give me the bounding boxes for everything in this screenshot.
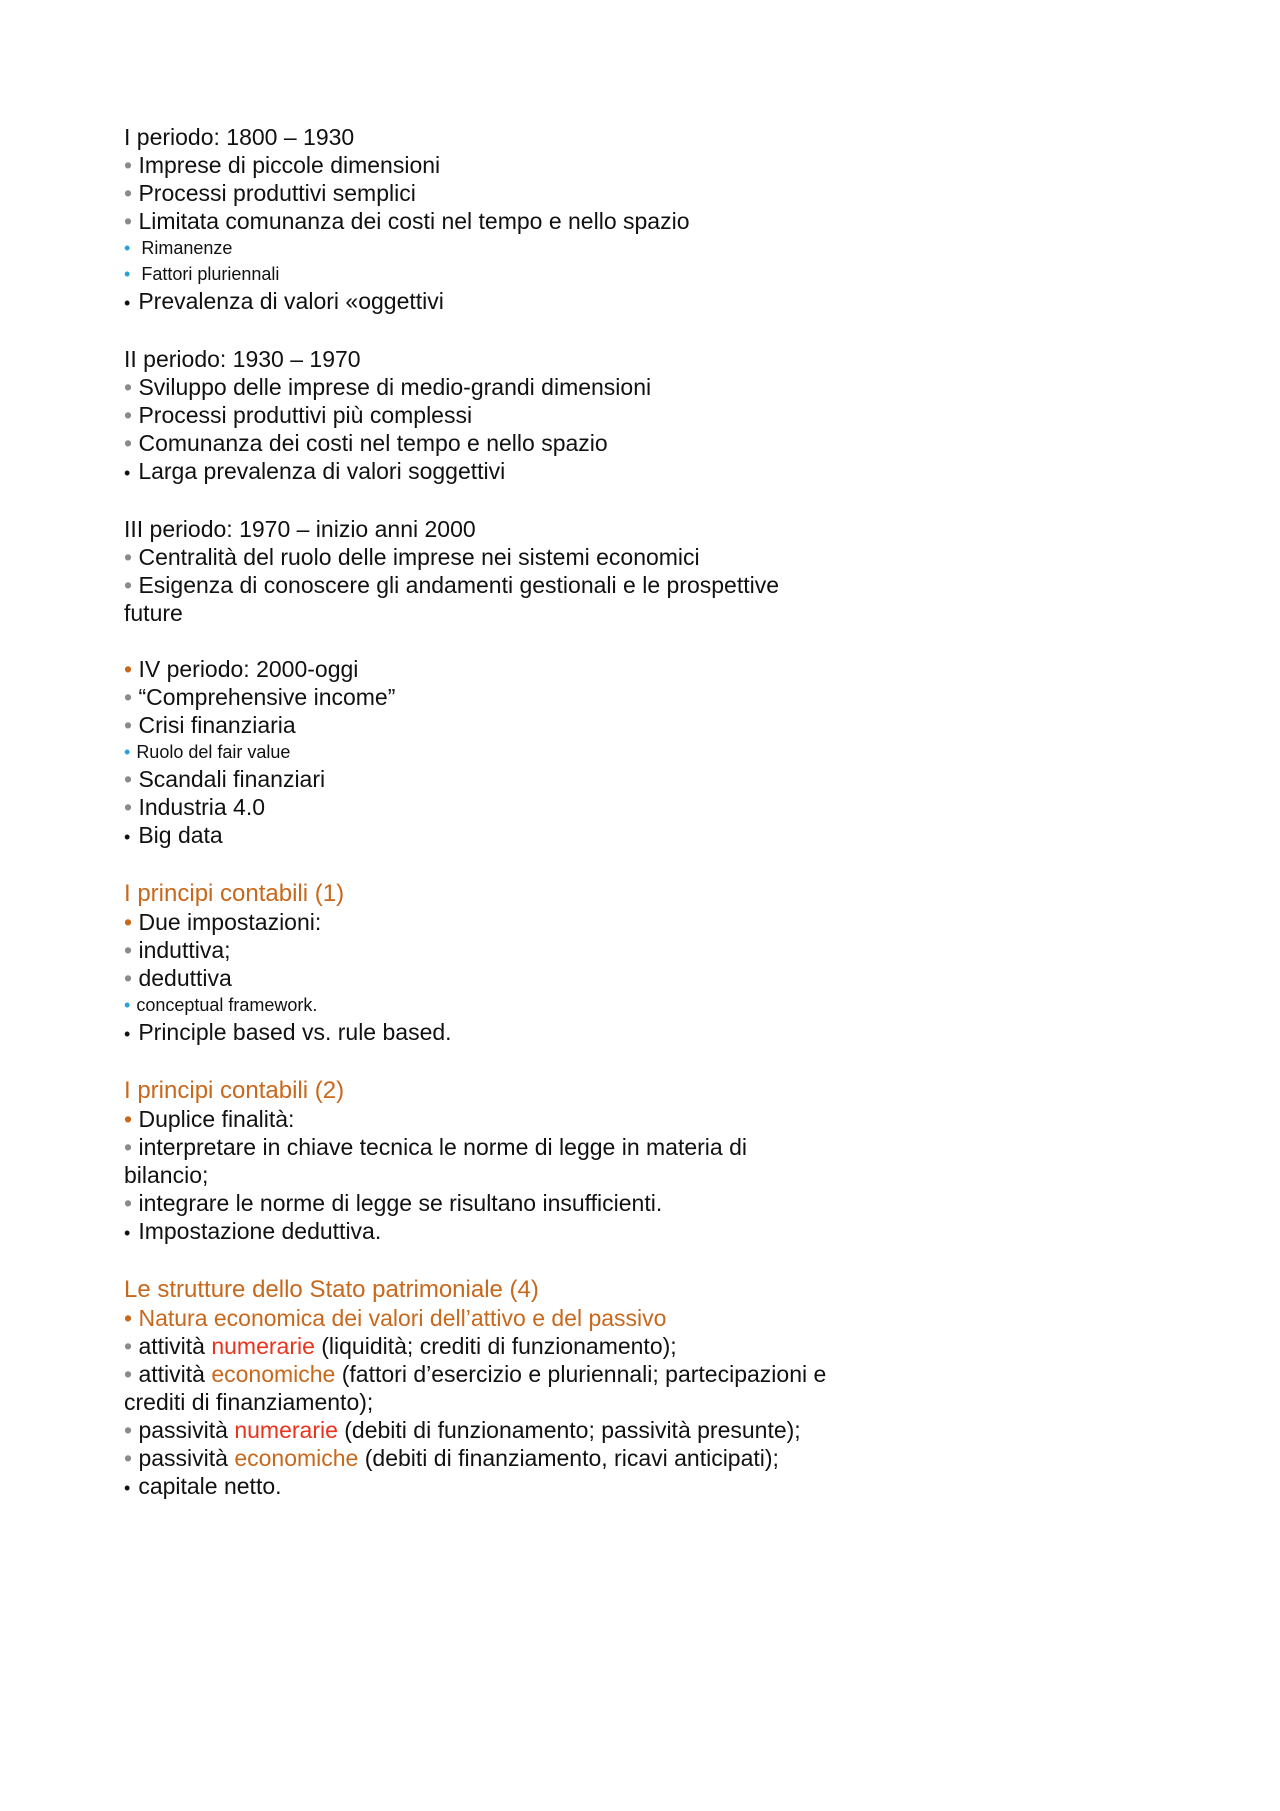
list-item: • capitale netto. xyxy=(124,1473,282,1499)
list-item-continuation: future xyxy=(124,600,183,626)
bullet-icon: • xyxy=(124,374,133,400)
list-item: • deduttiva xyxy=(124,965,232,991)
list-item: • Scandali finanziari xyxy=(124,766,326,792)
list-item: • “Comprehensive income” xyxy=(124,684,396,710)
section-heading: I principi contabili (2) xyxy=(124,1077,345,1104)
highlight-economiche: economiche xyxy=(211,1361,336,1387)
bullet-icon: • xyxy=(124,1417,133,1443)
bullet-icon: • xyxy=(124,572,133,598)
sub-list-item: • Fattori pluriennali xyxy=(124,264,280,284)
bullet-icon: • xyxy=(124,1134,133,1160)
bullet-icon: • xyxy=(124,965,133,991)
bullet-icon: • xyxy=(124,995,131,1015)
bullet-icon: • xyxy=(124,684,133,710)
bullet-icon: • xyxy=(124,544,133,570)
period-1-title: I periodo: 1800 – 1930 xyxy=(124,124,355,150)
list-item: • Principle based vs. rule based. xyxy=(124,1019,452,1045)
bullet-icon: • xyxy=(124,463,131,483)
highlight-numerarie: numerarie xyxy=(211,1333,315,1359)
list-item: • passività economiche (debiti di finanziamento, ricavi anticipati); xyxy=(124,1445,779,1471)
bullet-icon: • xyxy=(124,152,133,178)
list-item: • Processi produttivi semplici xyxy=(124,180,416,206)
sub-list-item: • Rimanenze xyxy=(124,238,233,258)
bullet-icon: • xyxy=(124,264,131,284)
list-item: • Imprese di piccole dimensioni xyxy=(124,152,441,178)
section-heading: Le strutture dello Stato patrimoniale (4) xyxy=(124,1276,539,1303)
bullet-icon: • xyxy=(124,293,131,313)
bullet-icon: • xyxy=(124,656,133,682)
bullet-icon: • xyxy=(124,402,133,428)
list-item: • attività economiche (fattori d’esercizio e pluriennali; partecipazioni e xyxy=(124,1361,827,1387)
list-item: • Impostazione deduttiva. xyxy=(124,1218,382,1244)
list-item: • Industria 4.0 xyxy=(124,794,266,820)
period-2-title: II periodo: 1930 – 1970 xyxy=(124,346,361,372)
sub-list-item: • conceptual framework. xyxy=(124,995,318,1015)
section-heading: I principi contabili (1) xyxy=(124,880,345,907)
list-item: • Comunanza dei costi nel tempo e nello spazio xyxy=(124,430,608,456)
bullet-icon: • xyxy=(124,1445,133,1471)
period-4-title: • IV periodo: 2000-oggi xyxy=(124,656,359,682)
list-item: • Big data xyxy=(124,822,223,848)
list-item: • Larga prevalenza di valori soggettivi xyxy=(124,458,506,484)
list-item: • Centralità del ruolo delle imprese nei sistemi economici xyxy=(124,544,700,570)
list-item: • Processi produttivi più complessi xyxy=(124,402,473,428)
bullet-icon: • xyxy=(124,238,131,258)
bullet-icon: • xyxy=(124,937,133,963)
bullet-icon: • xyxy=(124,430,133,456)
bullet-icon: • xyxy=(124,1361,133,1387)
bullet-icon: • xyxy=(124,1190,133,1216)
list-item: • Sviluppo delle imprese di medio-grandi dimensioni xyxy=(124,374,652,400)
list-item: • Limitata comunanza dei costi nel tempo e nello spazio xyxy=(124,208,690,234)
bullet-icon: • xyxy=(124,742,131,762)
bullet-icon: • xyxy=(124,1024,131,1044)
list-item: • Crisi finanziaria xyxy=(124,712,296,738)
list-item-continuation: bilancio; xyxy=(124,1162,209,1188)
highlight-economiche: economiche xyxy=(234,1445,359,1471)
bullet-icon: • xyxy=(124,1305,133,1331)
list-item: • Due impostazioni: xyxy=(124,909,322,935)
list-item: • Natura economica dei valori dell’attivo e del passivo xyxy=(124,1305,667,1331)
bullet-icon: • xyxy=(124,712,133,738)
sub-list-item: • Ruolo del fair value xyxy=(124,742,291,762)
highlight-numerarie: numerarie xyxy=(234,1417,338,1443)
list-item-continuation: crediti di finanziamento); xyxy=(124,1389,374,1415)
list-item: • interpretare in chiave tecnica le norme di legge in materia di xyxy=(124,1134,747,1160)
bullet-icon: • xyxy=(124,1478,131,1498)
list-item: • passività numerarie (debiti di funzionamento; passività presunte); xyxy=(124,1417,801,1443)
bullet-icon: • xyxy=(124,1106,133,1132)
period-3-title: III periodo: 1970 – inizio anni 2000 xyxy=(124,516,476,542)
notes-content xyxy=(124,123,884,1502)
list-item: • induttiva; xyxy=(124,937,231,963)
list-item: • Duplice finalità: xyxy=(124,1106,295,1132)
bullet-icon: • xyxy=(124,208,133,234)
list-item: • integrare le norme di legge se risultano insufficienti. xyxy=(124,1190,663,1216)
list-item: • attività numerarie (liquidità; crediti di funzionamento); xyxy=(124,1333,677,1359)
bullet-icon: • xyxy=(124,1223,131,1243)
bullet-icon: • xyxy=(124,827,131,847)
bullet-icon: • xyxy=(124,1333,133,1359)
list-item: • Prevalenza di valori «oggettivi xyxy=(124,288,444,314)
bullet-icon: • xyxy=(124,180,133,206)
list-item: • Esigenza di conoscere gli andamenti gestionali e le prospettive xyxy=(124,572,780,598)
bullet-icon: • xyxy=(124,766,133,792)
bullet-icon: • xyxy=(124,909,133,935)
bullet-icon: • xyxy=(124,794,133,820)
